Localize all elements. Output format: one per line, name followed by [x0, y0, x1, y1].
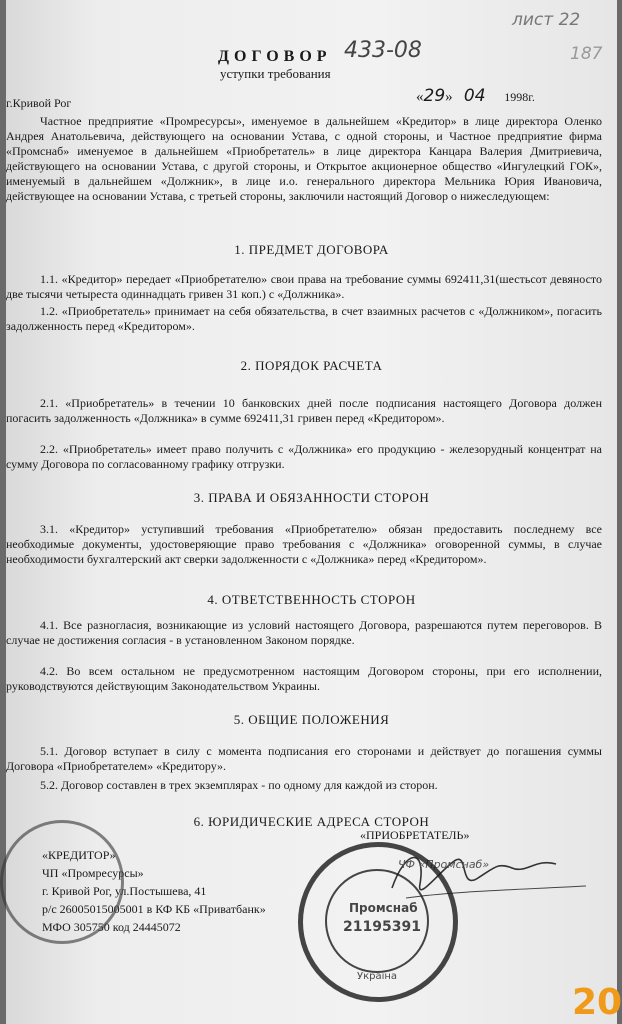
creditor-stamp — [0, 820, 124, 944]
section-heading: 3. ПРАВА И ОБЯЗАННОСТИ СТОРОН — [193, 490, 430, 505]
date-month-handwritten: 04 — [463, 86, 486, 106]
creditor-account: р/с 26005015005001 в КФ КБ «Приватбанк» — [42, 902, 266, 916]
date-quote-open: « — [416, 89, 424, 105]
section-heading: 4. ОТВЕТСТВЕННОСТЬ СТОРОН — [207, 592, 416, 607]
clause: 3.1. «Кредитор» уступивший требования «Приобретателю» обязан предоставить последнему все необходимые документы, удостоверяющие право требования с «Должника» оговоренной суммы, в случае необходимости бухгалтерский акт сверки задолженности с «Должника» перед «Кредитором». — [6, 522, 602, 566]
date-quote-close: » — [445, 89, 453, 105]
clause: 5.1. Договор вступает в силу с момента подписания его сторонами и действует до погашения суммы Договора «Приобретателем» «Кредитору». — [6, 744, 602, 773]
clause: 5.2. Договор составлен в трех экземплярах - по одному для каждой из сторон. — [40, 778, 438, 792]
document-number-handwritten: 433-08 — [344, 38, 422, 63]
date-year: 1998г. — [504, 90, 535, 104]
creditor-mfo: МФО 305750 код 24445072 — [42, 920, 181, 934]
document-subtitle: уступки требования — [220, 66, 331, 81]
acquirer-handwritten-note: ЧФ «Промснаб» — [398, 858, 490, 871]
city: г.Кривой Рог — [6, 96, 72, 110]
clause: 1.1. «Кредитор» передает «Приобретателю» свои права на требование суммы 692411,31(шестьсот девяносто две тысячи четыреста одиннадцать гривен 31 коп.) с «Должника». — [6, 272, 602, 301]
acquirer-label: «ПРИОБРЕТАТЕЛЬ» — [360, 828, 470, 842]
stamp-name: Промснаб — [349, 901, 418, 915]
stamp-code: 21195391 — [343, 919, 421, 935]
acquirer-stamp — [298, 842, 458, 1002]
document-date — [416, 86, 535, 106]
section-heading: 2. ПОРЯДОК РАСЧЕТА — [240, 358, 383, 373]
section-heading: 5. ОБЩИЕ ПОЛОЖЕНИЯ — [233, 712, 390, 727]
sheet-number-handwritten: 187 — [570, 44, 603, 64]
date-day-handwritten: 29 — [423, 86, 446, 106]
creditor-company: ЧП «Промресурсы» — [42, 866, 144, 880]
document-page — [6, 0, 622, 1024]
creditor-label: «КРЕДИТОР» — [42, 848, 116, 862]
stamp-country: Україна — [357, 971, 398, 982]
page-number: 20 — [572, 982, 622, 1023]
clause: 4.2. Во всем остальном не предусмотренном настоящим Договором стороны, при его исполнении, руководствуются действующим Законодательством Украины. — [6, 664, 602, 693]
preamble: Частное предприятие «Промресурсы», именуемое в дальнейшем «Кредитор» в лице директора Оленко Андрея Анатольевича, действующего на основании Устава, с одной стороны, и Частное предприятие фирма «Промснаб» именуемое в дальнейшем «Приобретатель» в лице директора Канцара Валерия Дмитриевича, действующего на основании Устава, с другой стороны, и Открытое акционерное общество «Ингулецкий ГОК», именуемый в дальнейшем «Должник», в лице и.о. генерального директора Мельника Юрия Ивановича, действующее на основании Устава, с третьей стороны, заключили настоящий Договор о нижеследующем: — [6, 114, 602, 203]
clause: 2.1. «Приобретатель» в течении 10 банковских дней после подписания настоящего Договора должен погасить задолженность «Должника» в сумме 692411,31 гривен перед «Кредитором». — [6, 396, 602, 425]
creditor-address: г. Кривой Рог, ул.Постышева, 41 — [42, 884, 207, 898]
section-heading: 1. ПРЕДМЕТ ДОГОВОРА — [234, 242, 389, 257]
clause: 4.1. Все разногласия, возникающие из условий настоящего Договора, разрешаются путем переговоров. В случае не достижения согласия - в установленном Законом порядке. — [6, 618, 602, 647]
sheet-label-handwritten: лист 22 — [512, 10, 581, 30]
document-title: ДОГОВОР — [218, 48, 332, 65]
clause: 2.2. «Приобретатель» имеет право получить с «Должника» его продукцию - железорудный концентрат на сумму Договора по согласованному графику отгрузки. — [6, 442, 602, 471]
section-heading: 6. ЮРИДИЧЕСКИЕ АДРЕСА СТОРОН — [193, 814, 430, 829]
clause: 1.2. «Приобретатель» принимает на себя обязательства, в счет взаимных расчетов с «Должником», погасить задолженность перед «Кредитором». — [6, 304, 602, 333]
